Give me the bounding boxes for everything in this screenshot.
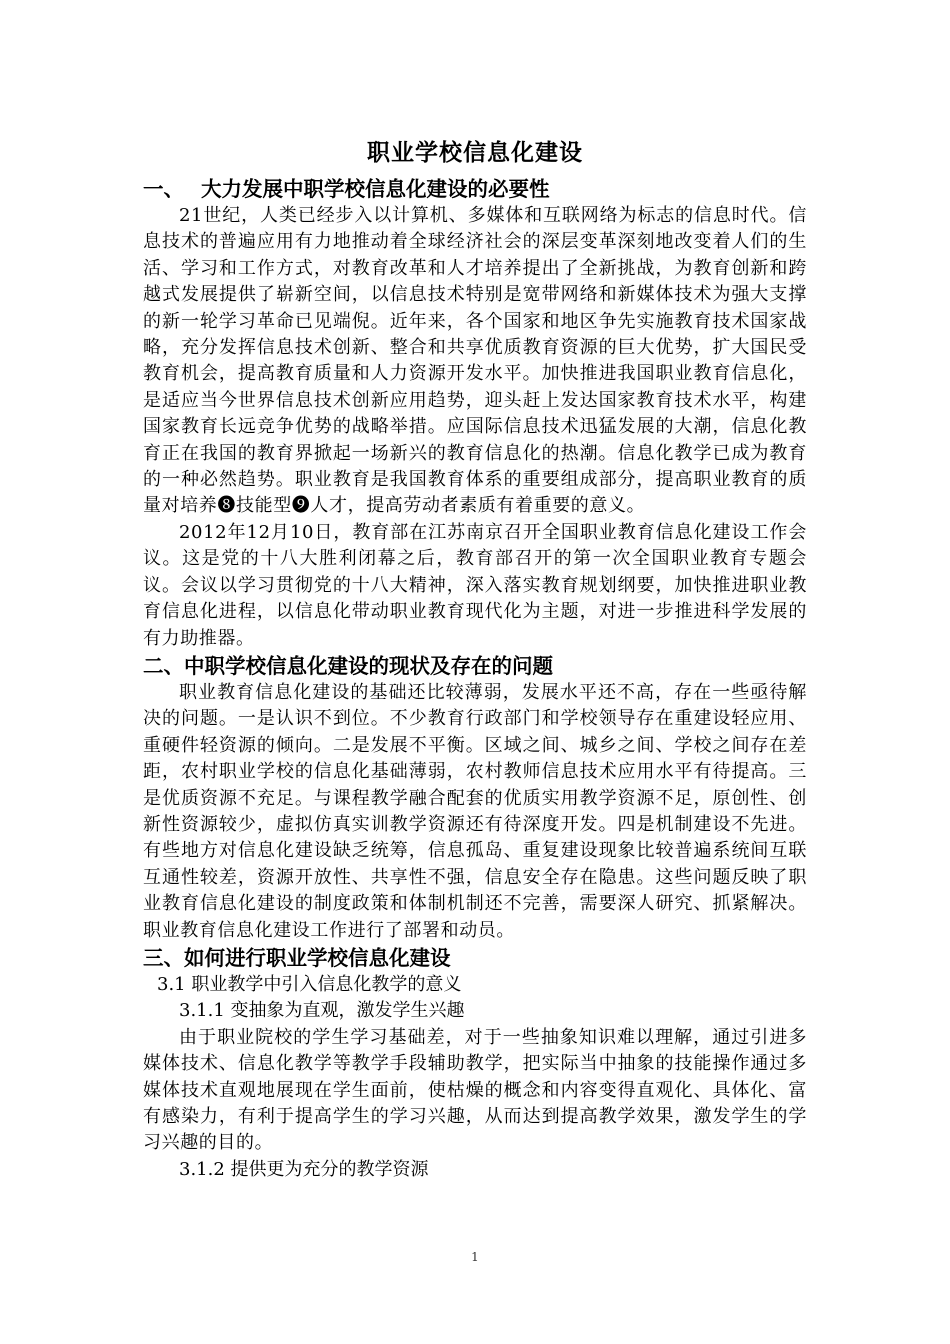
section-1-title: 大力发展中职学校信息化建设的必要性 [201, 177, 550, 201]
subsection-3-1-heading: 3.1 职业教学中引入信息化教学的意义 [157, 973, 462, 995]
document-title: 职业学校信息化建设 [367, 139, 583, 166]
section-3-number: 三、 [143, 945, 184, 970]
subsection-3-1-1-heading: 3.1.1 变抽象为直观，激发学生兴趣 [179, 1000, 465, 1022]
page-number: 1 [471, 1250, 479, 1264]
section-2-paragraph-1: 职业教育信息化建设的基础还比较薄弱，发展水平还不高，存在一些亟待解决的问题。一是认识不到位。不少教育行政部门和学校领导存在重建设轻应用、重硬件轻资源的倾向。二是发展不平衡。区域之间、城乡之间、学校之间存在差距，农村职业学校的信息化基础薄弱，农村教师信息技术应用水平有待提高。三是优质资源不充足。与课程教学融合配套的优质实用教学资源不足，原创性、创新性资源较少，虚拟仿真实训教学资源还有待深度开发。四是机制建设不先进。有些地方对信息化建设缺乏统筹，信息孤岛、重复建设现象比较普遍系统间互联互通性较差，资源开放性、共享性不强，信息安全存在隐患。这些问题反映了职业教育信息化建设的制度政策和体制机制还不完善，需要深人研究、抓紧解决。职业教育信息化建设工作进行了部署和动员。 [143, 681, 807, 941]
subsection-3-1-2-heading: 3.1.2 提供更为充分的教学资源 [179, 1158, 429, 1180]
section-1-paragraph-2: 2012年12月10日，教育部在江苏南京召开全国职业教育信息化建设工作会议。这是党的十八大胜利闭幕之后，教育部召开的第一次全国职业教育专题会议。会议以学习贯彻党的十八大精神，深入落实教育规划纲要，加快推进职业教育信息化进程，以信息化带动职业教育现代化为主题，对进一步推进科学发展的有力助推器。 [143, 521, 807, 649]
section-1-heading [143, 175, 807, 203]
section-3-title: 如何进行职业学校信息化建设 [184, 945, 451, 970]
section-3-heading [143, 944, 807, 972]
section-2-number: 二、 [143, 653, 184, 678]
section-1-paragraph-1: 21世纪，人类已经步入以计算机、多媒体和互联网络为标志的信息时代。信息技术的普遍应用有力地推动着全球经济社会的深层变革深刻地改变着人们的生活、学习和工作方式，对教育改革和人才培养提出了全新挑战，为教育创新和跨越式发展提供了崭新空间，以信息技术特别是宽带网络和新媒体技术为强大支撑的新一轮学习革命已见端倪。近年来，各个国家和地区争先实施教育技术国家战略，充分发挥信息技术创新、整合和共享优质教育资源的巨大优势，扩大国民受教育机会，提高教育质量和人力资源开发水平。加快推进我国职业教育信息化，是适应当今世界信息技术创新应用趋势，迎头赶上发达国家教育技术水平，构建国家教育长远竞争优势的战略举措。应国际信息技术迅猛发展的大潮，信息化教育正在我国的教育界掀起一场新兴的教育信息化的热潮。信息化教学已成为教育的一种必然趋势。职业教育是我国教育体系的重要组成部分，提高职业教育的质量对培养❽技能型❾人才，提高劳动者素质有着重要的意义。 [143, 205, 807, 517]
section-1-number: 一、 [143, 177, 184, 201]
section-2-heading [143, 652, 807, 680]
section-2-title: 中职学校信息化建设的现状及存在的问题 [184, 653, 553, 678]
document-body [143, 133, 807, 1183]
subsection-3-1-1-paragraph: 由于职业院校的学生学习基础差，对于一些抽象知识难以理解，通过引进多媒体技术、信息化教学等教学手段辅助教学，把实际当中抽象的技能操作通过多媒体技术直观地展现在学生面前，使枯燥的概念和内容变得直观化、具体化、富有感染力，有利于提高学生的学习兴趣，从而达到提高教学效果，激发学生的学习兴趣的目的。 [143, 1026, 807, 1154]
